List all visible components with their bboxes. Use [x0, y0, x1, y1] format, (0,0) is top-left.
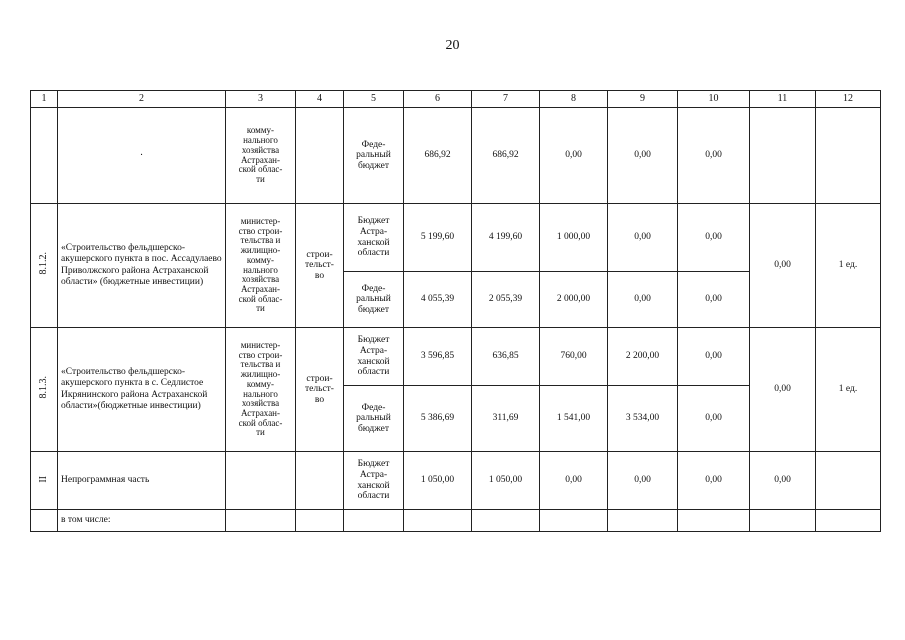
source-text: Бюджет Астра- ханской области	[357, 335, 390, 378]
column-header: 5	[344, 91, 404, 108]
value-cell: 0,00	[540, 108, 608, 204]
code-cell	[31, 452, 58, 510]
column-header: 8	[540, 91, 608, 108]
value-cell: 0,00	[678, 452, 750, 510]
value-cell: 0,00	[540, 452, 608, 510]
value-cell: 2 200,00	[608, 328, 678, 386]
table-row	[31, 328, 881, 386]
table-row	[31, 452, 881, 510]
value-cell	[608, 510, 678, 532]
value-cell: 1 000,00	[540, 204, 608, 272]
value-cell: 0,00	[678, 204, 750, 272]
source-text: Бюджет Астра- ханской области	[357, 216, 390, 259]
executor-cell	[226, 510, 296, 532]
column-header: 12	[816, 91, 881, 108]
value-cell: 0,00	[678, 386, 750, 452]
type-cell	[296, 510, 344, 532]
code-cell	[31, 328, 58, 452]
budget-table	[30, 90, 881, 532]
executor-text: министер- ство строи- тельства и жилищно- комму- нального хозяйства Астрахан- ской облас- ти	[238, 339, 283, 438]
column-number-row	[31, 91, 881, 108]
code-text: 8.1.3.	[38, 376, 50, 399]
code-text: II	[38, 475, 50, 483]
type-cell	[296, 204, 344, 328]
type-cell	[296, 452, 344, 510]
value-cell	[472, 510, 540, 532]
value-cell: 0,00	[750, 328, 816, 452]
name-cell: «Строительство фельдшерско-акушерского пункта в пос. Ассадулаево Приволжского района Астраханской области» (бюджетные инвестиции)	[58, 204, 226, 328]
value-cell: 2 055,39	[472, 272, 540, 328]
code-cell	[31, 108, 58, 204]
value-cell: 5 386,69	[404, 386, 472, 452]
value-cell: 1 050,00	[404, 452, 472, 510]
name-cell: Непрограммная часть	[58, 452, 226, 510]
name-cell	[58, 108, 226, 204]
executor-cell	[226, 452, 296, 510]
value-cell	[816, 108, 881, 204]
value-cell: 636,85	[472, 328, 540, 386]
executor-cell	[226, 204, 296, 328]
stray-mark: ·	[139, 149, 144, 161]
executor-text: министер- ство строи- тельства и жилищно- комму- нального хозяйства Астрахан- ской облас- ти	[238, 215, 283, 314]
code-text: 8.1.2.	[38, 252, 50, 275]
column-header: 10	[678, 91, 750, 108]
code-cell	[31, 204, 58, 328]
value-cell: 0,00	[678, 328, 750, 386]
value-cell	[816, 510, 881, 532]
column-header: 7	[472, 91, 540, 108]
column-header: 4	[296, 91, 344, 108]
value-cell	[404, 510, 472, 532]
value-cell: 4 055,39	[404, 272, 472, 328]
value-cell	[678, 510, 750, 532]
source-text: Бюджет Астра- ханской области	[357, 459, 390, 502]
value-cell: 0,00	[608, 272, 678, 328]
type-text: строи- тельст- во	[305, 373, 334, 405]
code-cell	[31, 510, 58, 532]
source-cell	[344, 386, 404, 452]
value-cell: 3 596,85	[404, 328, 472, 386]
column-header: 1	[31, 91, 58, 108]
value-cell	[750, 510, 816, 532]
column-header: 9	[608, 91, 678, 108]
type-cell	[296, 328, 344, 452]
source-cell	[344, 510, 404, 532]
value-cell: 1 ед.	[816, 204, 881, 328]
value-cell: 3 534,00	[608, 386, 678, 452]
type-cell	[296, 108, 344, 204]
value-cell: 1 050,00	[472, 452, 540, 510]
source-text: Феде- ральный бюджет	[356, 139, 391, 171]
column-header: 11	[750, 91, 816, 108]
executor-text: комму- нального хозяйства Астрахан- ской облас- ти	[238, 125, 283, 184]
name-cell: в том числе:	[58, 510, 226, 532]
page-number: 20	[445, 38, 460, 53]
source-text: Феде- ральный бюджет	[356, 283, 391, 315]
column-header: 3	[226, 91, 296, 108]
value-cell: 686,92	[404, 108, 472, 204]
executor-cell	[226, 328, 296, 452]
type-text: строи- тельст- во	[305, 249, 334, 281]
source-cell	[344, 452, 404, 510]
value-cell: 2 000,00	[540, 272, 608, 328]
value-cell: 4 199,60	[472, 204, 540, 272]
value-cell: 0,00	[678, 108, 750, 204]
value-cell: 0,00	[750, 204, 816, 328]
value-cell: 0,00	[608, 204, 678, 272]
value-cell: 0,00	[608, 452, 678, 510]
column-header: 6	[404, 91, 472, 108]
table-row	[31, 204, 881, 272]
value-cell: 5 199,60	[404, 204, 472, 272]
name-cell: «Строительство фельдшерско-акушерского пункта в с. Седлистое Икрянинского района Астраханской области»(бюджетные инвестиции)	[58, 328, 226, 452]
value-cell: 1 ед.	[816, 328, 881, 452]
value-cell: 1 541,00	[540, 386, 608, 452]
value-cell	[816, 452, 881, 510]
value-cell: 0,00	[678, 272, 750, 328]
value-cell: 0,00	[750, 452, 816, 510]
column-header: 2	[58, 91, 226, 108]
table-row	[31, 510, 881, 532]
source-cell	[344, 108, 404, 204]
executor-cell	[226, 108, 296, 204]
value-cell: 311,69	[472, 386, 540, 452]
value-cell	[540, 510, 608, 532]
table-row	[31, 108, 881, 204]
value-cell	[750, 108, 816, 204]
source-cell	[344, 328, 404, 386]
value-cell: 686,92	[472, 108, 540, 204]
source-cell	[344, 272, 404, 328]
source-cell	[344, 204, 404, 272]
value-cell: 0,00	[608, 108, 678, 204]
value-cell: 760,00	[540, 328, 608, 386]
source-text: Феде- ральный бюджет	[356, 402, 391, 434]
